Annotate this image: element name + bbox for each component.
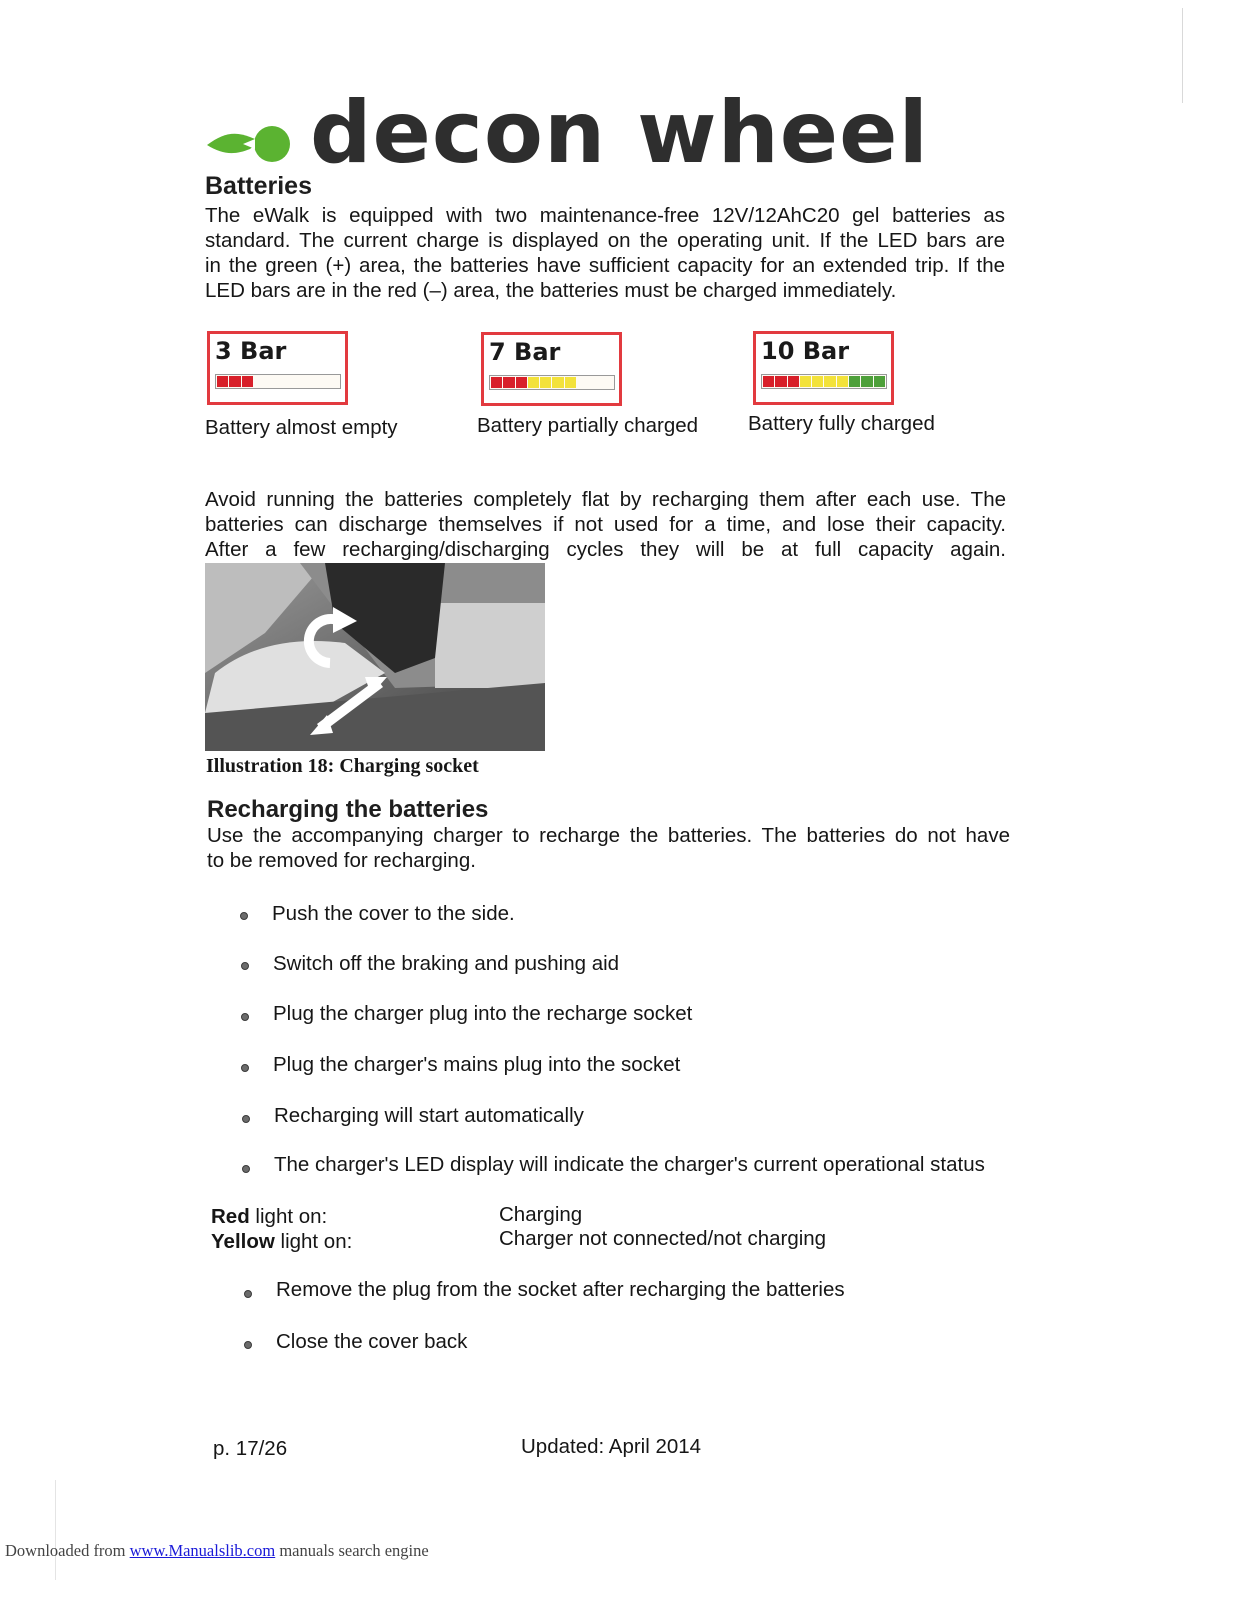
scan-edge-line xyxy=(55,1480,56,1580)
recharging-intro-paragraph xyxy=(207,823,1010,873)
paragraph-line: Use the accompanying charger to recharge the batteries. The batteries do not have xyxy=(207,824,1010,847)
led-segment xyxy=(303,376,314,387)
scan-edge-line xyxy=(1182,8,1183,103)
battery-indicator-10-bar xyxy=(753,331,894,405)
paragraph-line: Avoid running the batteries completely flat by recharging them after each use. The xyxy=(205,488,1006,511)
paragraph-line: The eWalk is equipped with two maintenance-free 12V/12AhC20 gel batteries as xyxy=(205,204,1005,227)
led-segment xyxy=(788,376,799,387)
step-list-item: Switch off the braking and pushing aid xyxy=(273,952,620,975)
status-meaning-red: Charging xyxy=(499,1203,583,1226)
indicator-label: 7 Bar xyxy=(489,338,561,366)
step-list-item: Recharging will start automatically xyxy=(274,1104,584,1127)
download-source-line xyxy=(5,1541,429,1561)
status-color-word: Red xyxy=(211,1205,250,1228)
battery-indicator-3-bar xyxy=(207,331,348,405)
led-segment xyxy=(516,377,527,388)
led-segment xyxy=(540,377,551,388)
paragraph-line: batteries can discharge themselves if not used for a time, and lose their capacity. xyxy=(205,513,1006,536)
leaf-logo-icon xyxy=(205,123,300,165)
bullet-icon xyxy=(241,962,249,970)
paragraph-line: LED bars are in the red (–) area, the batteries must be charged immediately. xyxy=(205,279,897,302)
bullet-icon xyxy=(242,1115,250,1123)
status-label-yellow xyxy=(211,1230,352,1254)
paragraph-line: standard. The current charge is displayed on the operating unit. If the LED bars are xyxy=(205,229,1005,252)
illustration-caption: Illustration 18: Charging socket xyxy=(206,755,479,777)
step-list-item: Plug the charger's mains plug into the socket xyxy=(273,1053,681,1076)
paragraph-line: After a few recharging/discharging cycles they will be at full capacity again. xyxy=(205,538,1006,561)
status-color-word: Yellow xyxy=(211,1230,275,1253)
led-segment xyxy=(874,376,885,387)
led-segment xyxy=(315,376,326,387)
step-list-item: Close the cover back xyxy=(276,1330,468,1353)
led-segment xyxy=(254,376,265,387)
page-number: p. 17/26 xyxy=(213,1437,288,1460)
led-segment xyxy=(837,376,848,387)
step-list-item: The charger's LED display will indicate the charger's current operational status xyxy=(274,1153,985,1176)
led-segment xyxy=(775,376,786,387)
step-list-item: Push the cover to the side. xyxy=(272,902,515,925)
batteries-intro-paragraph xyxy=(205,203,1005,303)
bullet-icon xyxy=(240,912,248,920)
updated-date: Updated: April 2014 xyxy=(521,1435,702,1458)
bullet-icon xyxy=(244,1341,252,1349)
brand-logo xyxy=(205,83,995,185)
bullet-icon xyxy=(241,1013,249,1021)
led-segment xyxy=(217,376,228,387)
led-segment xyxy=(812,376,823,387)
indicator-caption: Battery fully charged xyxy=(748,412,935,435)
section-heading-batteries: Batteries xyxy=(205,172,312,200)
led-segment xyxy=(328,376,339,387)
status-label-red xyxy=(211,1205,327,1229)
led-segment xyxy=(229,376,240,387)
led-segment xyxy=(849,376,860,387)
led-segment xyxy=(242,376,253,387)
led-segment xyxy=(528,377,539,388)
led-segment xyxy=(291,376,302,387)
indicator-caption: Battery almost empty xyxy=(205,416,398,439)
battery-indicator-7-bar xyxy=(481,332,622,406)
led-segment xyxy=(491,377,502,388)
step-list-item: Remove the plug from the socket after recharging the batteries xyxy=(276,1278,845,1301)
led-segment xyxy=(552,377,563,388)
led-segment xyxy=(861,376,872,387)
led-segment xyxy=(266,376,277,387)
bullet-icon xyxy=(241,1064,249,1072)
led-segment xyxy=(602,377,613,388)
led-segment xyxy=(589,377,600,388)
indicator-caption: Battery partially charged xyxy=(477,414,699,437)
download-suffix: manuals search engine xyxy=(275,1541,429,1560)
download-prefix: Downloaded from xyxy=(5,1541,130,1560)
led-segment xyxy=(565,377,576,388)
status-suffix: light on: xyxy=(274,1230,353,1253)
indicator-label: 3 Bar xyxy=(215,337,287,365)
led-bar-gauge xyxy=(489,375,615,390)
led-segment xyxy=(824,376,835,387)
section-heading-recharging: Recharging the batteries xyxy=(207,796,489,823)
led-segment xyxy=(763,376,774,387)
paragraph-line: in the green (+) area, the batteries have sufficient capacity for an extended trip. If the xyxy=(205,254,1005,277)
led-segment xyxy=(577,377,588,388)
batteries-care-paragraph xyxy=(205,487,1006,562)
paragraph-line: to be removed for recharging. xyxy=(207,849,476,872)
manualslib-link[interactable]: www.Manualslib.com xyxy=(129,1541,276,1560)
status-meaning-yellow: Charger not connected/not charging xyxy=(499,1227,827,1250)
indicator-label: 10 Bar xyxy=(761,337,850,365)
charging-socket-photo xyxy=(205,563,545,751)
logo-wordmark: decon wheel xyxy=(310,83,929,183)
status-suffix: light on: xyxy=(249,1205,328,1228)
led-segment xyxy=(278,376,289,387)
led-segment xyxy=(800,376,811,387)
led-bar-gauge xyxy=(761,374,887,389)
led-bar-gauge xyxy=(215,374,341,389)
bullet-icon xyxy=(242,1165,250,1173)
led-segment xyxy=(503,377,514,388)
step-list-item: Plug the charger plug into the recharge socket xyxy=(273,1002,693,1025)
bullet-icon xyxy=(244,1290,252,1298)
